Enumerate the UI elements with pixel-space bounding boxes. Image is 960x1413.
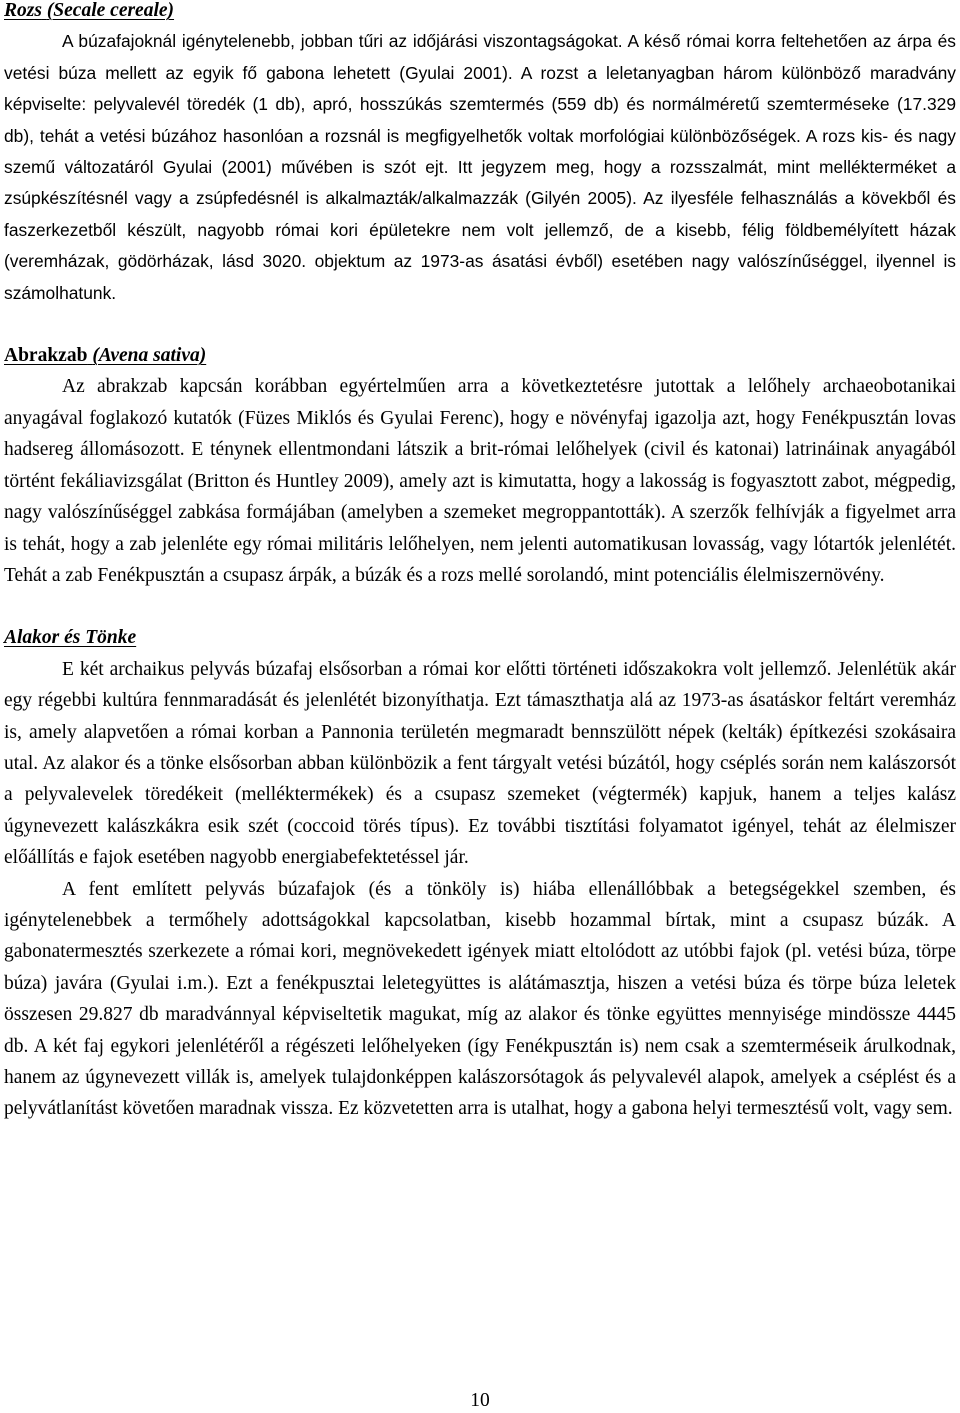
section-spacer [4, 591, 956, 622]
section-abrakzab [4, 340, 956, 591]
page-number: 10 [470, 1390, 490, 1411]
section-alakor-tonke [4, 622, 956, 1125]
section-spacer [4, 309, 956, 340]
body-paragraph: A búzafajoknál igénytelenebb, jobban tűri az időjárási viszontagságokat. A késő római korra feltehetően az árpa és vetési búza mellett az egyik fő gabona lehetett (Gyulai 2001). A rozst a leletanyagban három különböző maradvány képviselte: pelyvalevél töredék (1 db), apró, hosszúkás szemtermés (559 db) és normálméretű szemterméseke (17.329 db), tehát a vetési búzához hasonlóan a rozsnál is megfigyelhetők voltak morfológiai különbözőségek. A rozs kis- és nagy szemű változatáról Gyulai (2001) művében is szót ejt. Itt jegyzem meg, hogy a rozsszalmát, mint mellékterméket a zsúpkészítésnél vagy a zsúpfedésnél is alkalmazták/alkalmazzák (Gilyén 2005). Az ilyesféle felhasználás a kövekből és faszerkezetből készült, nagyobb római kori épületekre nem volt jellemző, de a kisebb, félig földbemélyített házak (veremházak, gödörházak, lásd 3020. objektum az 1973-as ásatási évből) esetében nagy valószínűséggel, ilyennel is számolhatunk. [4, 31, 956, 303]
body-paragraph: Az abrakzab kapcsán korábban egyértelműen arra a következtetésre jutottak a lelőhely archaeobotanikai anyagával foglakozó kutatók (Füzes Miklós és Gyulai Ferenc), hogy e növényfaj igazolja azt, hogy Fenékpusztán lovas hadsereg állomásozott. E ténynek ellentmondani látszik a brit-római lelőhelyek (civil és katonai) latrináinak anyagából történt fekáliavizsgálat (Britton és Huntley 2009), amely azt is kimutatta, hogy a lakosság is fogyasztott zabot, mégpedig, nagy valószínűséggel zabkása formájában (amelyben a szemeket megroppantották). A szerzők felhívják a figyelmet arra is tehát, hogy a zab jelenléte egy római militáris lelőhelyen, nem jelenti automatikusan lovasság, vagy lótartók jelenlétét. Tehát a zab Fenékpusztán a csupasz árpák, a búzák és a rozs mellé sorolandó, mint potenciális élelmiszernövény. [4, 376, 956, 586]
section-heading-abrakzab [4, 340, 956, 371]
heading-name: Rozs [4, 0, 42, 21]
heading-name: Abrakzab [4, 345, 88, 367]
heading-latin: (Secale cereale) [46, 0, 175, 21]
section-heading-alakor-tonke: Alakor és Tönke [4, 627, 137, 649]
document-page [4, 0, 956, 1125]
heading-latin: (Avena sativa) [92, 345, 207, 367]
body-paragraph: E két archaikus pelyvás búzafaj elsősorban a római kor előtti történeti időszakokra volt jellemző. Jelenlétük akár egy régebbi kultúra fennmaradását és jelenlétét bizonyíthatja. Ezt támaszthatja alá az 1973-as ásatáskor feltárt veremház is, amely alapvetően a római korban a Pannonia területén megmaradt bennszülött népek (kelták) építkezési szokásaira utal. Az alakor és a tönke elsősorban abban különbözik a fent tárgyalt vetési búzától, hogy cséplés során nem kalászorsót a pelyvalevelek töredékeit (melléktermékek) és a csupasz szemeket (végtermék) kapjuk, hanem a teljes kalász úgynevezett kalászkákra esik szét (coccoid törés típus). Ez további tisztítási folyamatot igényel, tehát az élelmiszer előállítás e fajok esetében nagyobb energiabefektetéssel jár. [4, 658, 956, 869]
section-rozs [4, 0, 956, 309]
body-paragraph: A fent említett pelyvás búzafajok (és a tönköly is) hiába ellenállóbbak a betegségekkel szemben, és igénytelenebbek a termőhely adottságokkal kapcsolatban, kisebb hozammal bírtak, mint a csupasz búzák. A gabonatermesztés szerkezete a római kori, megnövekedett igények miatt eltolódott az utóbbi fajok (pl. vetési búza, törpe búza) javára (Gyulai i.m.). Ezt a fenékpusztai leletegyüttes is alátámasztja, hiszen a vetési búza és törpe búza leletek összesen 29.827 db maradvánnyal képviseltetik magukat, míg az alakor és tönke együttes mennyisége mindössze 4445 db. A két faj egykori jelenlétéről a régészeti lelőhelyeken (így Fenékpusztán is) nem csak a szemterméseik árulkodnak, hanem az úgynevezett villák is, amelyek tulajdonképpen kalászorsótagok ás pelyvalevél alapok, amelyek a cséplést és a pelyvátlanítást követően maradnak vissza. Ez közvetetten arra is utalhat, hogy a gabona helyi termesztésű volt, vagy sem. [4, 878, 956, 1120]
section-heading-rozs [4, 0, 956, 26]
